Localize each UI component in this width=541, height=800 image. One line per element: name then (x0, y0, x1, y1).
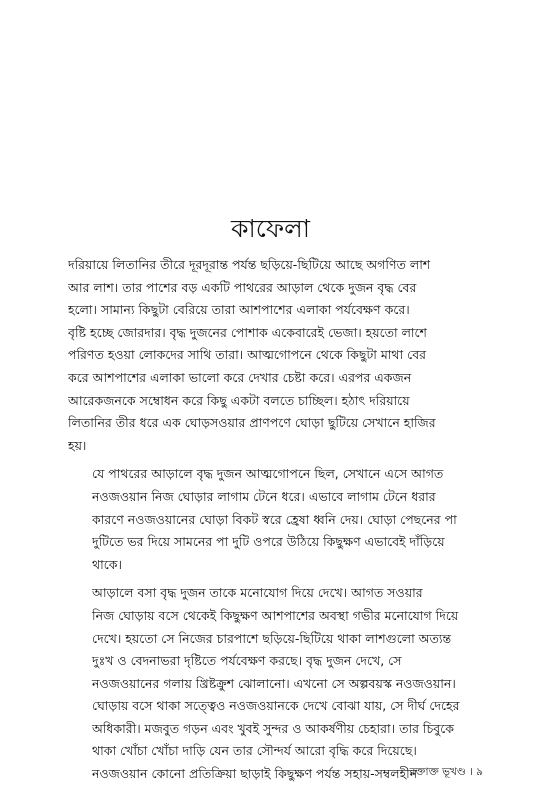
text-line: করে আশপাশের এলাকা ভালো করে দেখার চেষ্টা করে। এরপর একজন (68, 369, 412, 385)
text-line: হয়। (68, 437, 87, 453)
paragraph (68, 254, 486, 457)
text-line: নওজওয়ান নিজ ঘোড়ার লাগাম টেনে ধরে। এভাবে লাগাম টেনে ধরার (92, 488, 436, 504)
text-line: ঘোড়ায় বসে থাকা সত্ত্বেও নওজওয়ানকে দেখে বোঝা যায়, সে দীর্ঘ দেহের (92, 698, 460, 714)
text-line: আড়ালে বসা বৃদ্ধ দুজন তাকে মনোযোগ দিয়ে দেখে। আগত সওয়ার (92, 585, 423, 601)
text-line: নিজ ঘোড়ায় বসে থেকেই কিছুক্ষণ আশপাশের অবস্থা গভীর মনোযোগ দিয়ে (92, 607, 459, 623)
text-line: পরিণত হওয়া লোকদের সাথি তারা। আত্মগোপনে থেকে কিছুটা মাথা বের (68, 347, 427, 363)
chapter-title: কাফেলা (231, 214, 310, 243)
text-line: দুটিতে ভর দিয়ে সামনের পা দুটি ওপরে উঠিয়ে কিছুক্ষণ এভাবেই দাঁড়িয়ে (92, 534, 445, 550)
text-line: দুঃখ ও বেদনাভরা দৃষ্টিতে পর্যবেক্ষণ করছে। বৃদ্ধ দুজন দেখে, সে (92, 653, 402, 669)
text-line: আরেকজনকে সম্বোধন করে কিছু একটা বলতে চাচ্ছিল। হঠাৎ দরিয়ায়ে (68, 392, 410, 408)
text-line: দরিয়ায়ে লিতানির তীরে দূরদূরান্ত পর্যন্ত ছড়িয়ে-ছিটিয়ে আছে অগণিত লাশ (68, 257, 431, 272)
text-line: বৃষ্টি হচ্ছে জোরদার। বৃদ্ধ দুজনের পোশাক একেবারেই ভেজা। হয়তো লাশে (68, 324, 427, 340)
text-line: দেখে। হয়তো সে নিজের চারপাশে ছড়িয়ে-ছিটিয়ে থাকা লাশগুলো অত্যন্ত (92, 630, 452, 646)
text-line: নওজওয়ান কোনো প্রতিক্রিয়া ছাড়াই কিছুক্ষণ পর্যন্ত সহায়-সম্বলহীন (92, 766, 418, 782)
text-line: কারণে নওজওয়ানের ঘোড়া বিকট স্বরে হ্রেষা ধ্বনি দেয়। ঘোড়া পেছনের পা (92, 511, 457, 527)
text-line: লিতানির তীর ধরে এক ঘোড়সওয়ার প্রাণপণে ঘোড়া ছুটিয়ে সেখানে হাজির (68, 415, 436, 431)
text-line: আর লাশ। তার পাশের বড় একটি পাথরের আড়াল থেকে দুজন বৃদ্ধ বের (68, 279, 417, 295)
text-line: থাকে। (92, 556, 122, 572)
text-line: নওজওয়ানের গলায় খ্রিষ্টক্রুশ ঝোলানো। এখনো সে অল্পবয়স্ক নওজওয়ান। (92, 675, 456, 691)
page-footer: রক্তাক্ত ভূখণ্ড । ৯ (409, 766, 483, 778)
text-line: হলো। সামান্য কিছুটা বেরিয়ে তারা আশপাশের এলাকা পর্যবেক্ষণ করে। (68, 302, 410, 318)
paragraph (68, 463, 486, 576)
text-line: যে পাথরের আড়ালে বৃদ্ধ দুজন আত্মগোপনে ছিল, সেখানে এসে আগত (92, 466, 444, 482)
text-line: অধিকারী। মজবুত গড়ন এবং খুবই সুন্দর ও আকর্ষণীয় চেহারা। তার চিবুকে (92, 720, 454, 736)
text-line: থাকা খোঁচা খোঁচা দাড়ি যেন তার সৌন্দর্য আরো বৃদ্ধি করে দিয়েছে। (92, 743, 417, 759)
paragraph (68, 582, 486, 785)
body-text (68, 254, 486, 786)
